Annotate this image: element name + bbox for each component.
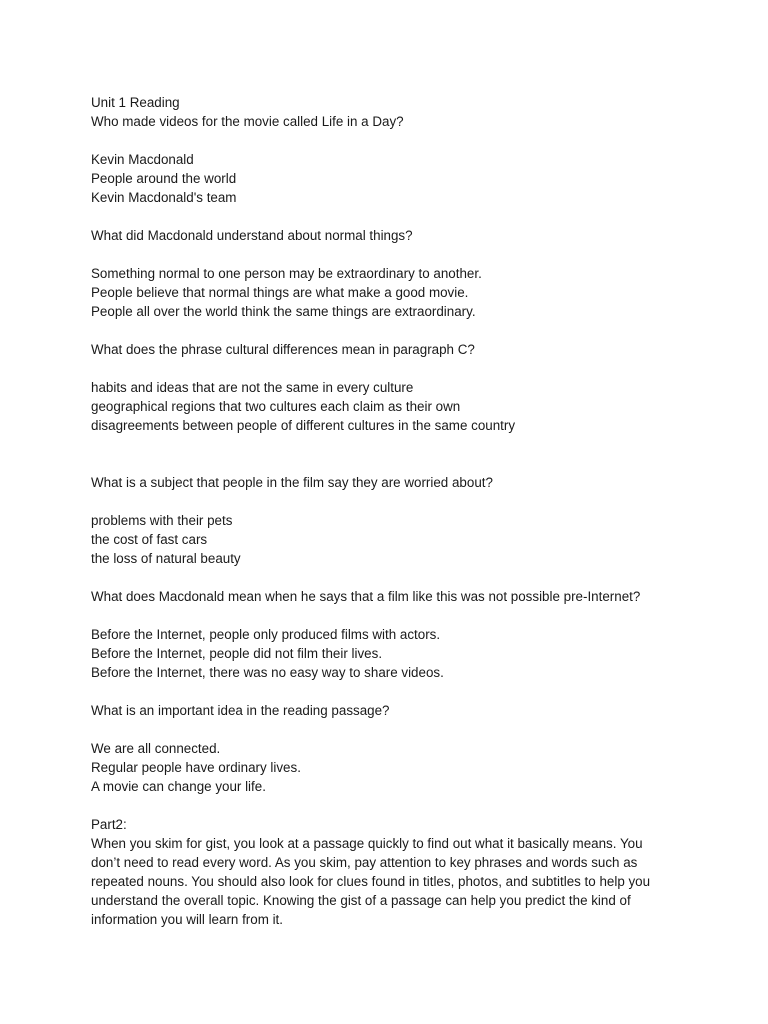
answer-option: the loss of natural beauty — [91, 551, 241, 566]
answer-option: Before the Internet, there was no easy way to share videos. — [91, 665, 444, 680]
page-title: Unit 1 Reading — [91, 95, 180, 110]
spacer — [91, 568, 691, 587]
answer-option: habits and ideas that are not the same in every culture — [91, 380, 414, 395]
spacer — [91, 720, 691, 739]
question-text: What is a subject that people in the film say they are worried about? — [91, 475, 493, 490]
answer-option: People around the world — [91, 171, 237, 186]
answer-option: Before the Internet, people did not film their lives. — [91, 646, 383, 661]
spacer — [91, 454, 691, 473]
spacer — [91, 321, 691, 340]
spacer — [91, 492, 691, 511]
document-page — [91, 93, 691, 929]
answer-option: Kevin Macdonald — [91, 152, 194, 167]
answer-option: Kevin Macdonald's team — [91, 190, 237, 205]
section-label: Part2: — [91, 817, 127, 832]
paragraph-line: When you skim for gist, you look at a passage quickly to find out what it basically means. You — [91, 836, 643, 851]
spacer — [91, 796, 691, 815]
answer-option: geographical regions that two cultures each claim as their own — [91, 399, 461, 414]
paragraph-line: information you will learn from it. — [91, 912, 284, 927]
spacer — [91, 435, 691, 454]
question-text: What does Macdonald mean when he says that a film like this was not possible pre-Internet? — [91, 589, 641, 604]
answer-option: People all over the world think the same things are extraordinary. — [91, 304, 476, 319]
part2-paragraph — [91, 834, 691, 929]
question-text: What does the phrase cultural differences mean in paragraph C? — [91, 342, 475, 357]
answer-option: Before the Internet, people only produced films with actors. — [91, 627, 441, 642]
question-text: What is an important idea in the reading passage? — [91, 703, 390, 718]
paragraph-line: repeated nouns. You should also look for clues found in titles, photos, and subtitles to help you — [91, 874, 651, 889]
answer-option: People believe that normal things are what make a good movie. — [91, 285, 469, 300]
spacer — [91, 682, 691, 701]
question-text: Who made videos for the movie called Life in a Day? — [91, 114, 404, 129]
spacer — [91, 245, 691, 264]
answer-option: A movie can change your life. — [91, 779, 266, 794]
paragraph-line: don’t need to read every word. As you skim, pay attention to key phrases and words such as — [91, 855, 638, 870]
answer-option: We are all connected. — [91, 741, 221, 756]
spacer — [91, 359, 691, 378]
answer-option: Regular people have ordinary lives. — [91, 760, 301, 775]
paragraph-line: understand the overall topic. Knowing the gist of a passage can help you predict the kind of — [91, 893, 631, 908]
question-text: What did Macdonald understand about normal things? — [91, 228, 413, 243]
answer-option: problems with their pets — [91, 513, 233, 528]
answer-option: Something normal to one person may be extraordinary to another. — [91, 266, 482, 281]
spacer — [91, 606, 691, 625]
answer-option: the cost of fast cars — [91, 532, 208, 547]
spacer — [91, 131, 691, 150]
spacer — [91, 207, 691, 226]
answer-option: disagreements between people of different cultures in the same country — [91, 418, 516, 433]
